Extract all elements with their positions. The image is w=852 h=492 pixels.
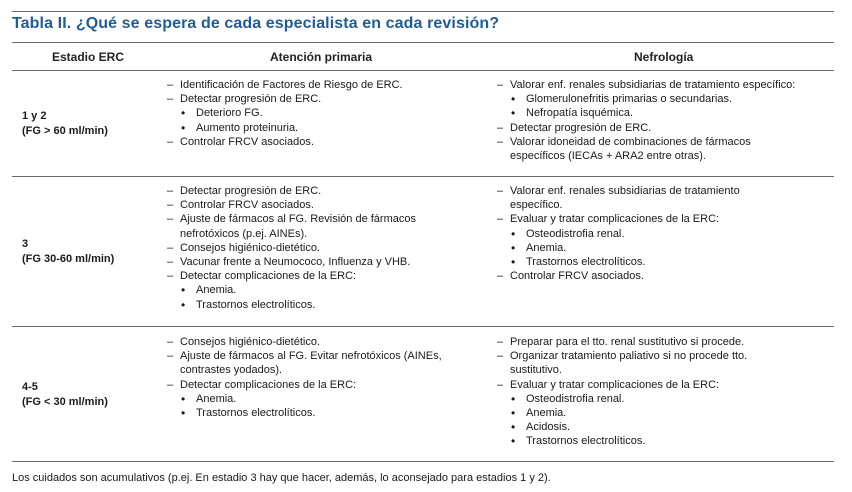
cell-line: – Valorar enf. renales subsidiarias de tratamiento específico: <box>497 78 795 92</box>
stage-label <box>22 109 108 139</box>
cell-line: – Ajuste de fármacos al FG. Revisión de fármacos <box>167 212 416 226</box>
cell-line: específicos (IECAs + ARA2 entre otras). <box>510 150 706 163</box>
cell-line: – Controlar FRCV asociados. <box>167 135 403 149</box>
cell-line: – Vacunar frente a Neumococo, Influenza y VHB. <box>167 255 416 269</box>
primaria-cell <box>167 335 442 420</box>
cell-line: • Anemia. <box>167 283 416 297</box>
stage-name: 3 <box>22 238 29 250</box>
cell-line: – Valorar idoneidad de combinaciones de fármacos <box>497 135 795 149</box>
cell-line: • Aumento proteinuria. <box>167 121 403 135</box>
cell-line: • Anemia. <box>167 392 442 406</box>
bottom-rule <box>12 461 834 462</box>
title-rule <box>12 42 834 43</box>
cell-line: contrastes yodados). <box>180 364 283 377</box>
cell-line: – Consejos higiénico-dietético. <box>167 335 442 349</box>
cell-line: nefrotóxicos (p.ej. AINEs). <box>180 227 308 240</box>
cell-line: – Evaluar y tratar complicaciones de la ERC: <box>497 378 747 392</box>
row-rule <box>12 176 834 177</box>
primaria-cell <box>167 184 416 312</box>
cell-line: – Evaluar y tratar complicaciones de la ERC: <box>497 212 740 226</box>
header-atencion-primaria: Atención primaria <box>270 50 373 64</box>
cell-line: – Detectar progresión de ERC. <box>497 121 795 135</box>
cell-line: • Nefropatía isquémica. <box>497 106 795 120</box>
cell-line: – Detectar complicaciones de la ERC: <box>167 269 416 283</box>
cell-line: – Preparar para el tto. renal sustitutivo si procede. <box>497 335 747 349</box>
cell-line: • Trastornos electrolíticos. <box>167 298 416 312</box>
stage-fg: (FG < 30 ml/min) <box>22 396 108 408</box>
cell-line: – Organizar tratamiento paliativo si no procede tto. <box>497 349 747 363</box>
cell-line: – Detectar progresión de ERC. <box>167 184 416 198</box>
cell-line: • Trastornos electrolíticos. <box>497 434 747 448</box>
nefrologia-cell <box>497 78 795 163</box>
cell-line: • Deterioro FG. <box>167 106 403 120</box>
cell-line: • Anemia. <box>497 241 740 255</box>
stage-label <box>22 380 108 410</box>
primaria-cell <box>167 78 403 149</box>
cell-line: sustitutivo. <box>510 364 562 377</box>
nefrologia-cell <box>497 335 747 449</box>
nefrologia-cell <box>497 184 740 283</box>
cell-line: específico. <box>510 199 563 212</box>
stage-label <box>22 237 114 267</box>
stage-name: 4-5 <box>22 381 38 393</box>
stage-name: 1 y 2 <box>22 110 47 122</box>
cell-line: – Detectar complicaciones de la ERC: <box>167 378 442 392</box>
stage-fg: (FG > 60 ml/min) <box>22 125 108 137</box>
table-footnote: Los cuidados son acumulativos (p.ej. En estadio 3 hay que hacer, además, lo aconsejado para estadios 1 y 2). <box>12 472 551 484</box>
table-title: Tabla II. ¿Qué se espera de cada especialista en cada revisión? <box>12 15 500 32</box>
cell-line: • Trastornos electrolíticos. <box>167 406 442 420</box>
cell-line: • Acidosis. <box>497 420 747 434</box>
cell-line: – Valorar enf. renales subsidiarias de tratamiento <box>497 184 740 198</box>
header-rule <box>12 70 834 71</box>
cell-line: – Controlar FRCV asociados. <box>497 269 740 283</box>
cell-line: • Glomerulonefritis primarias o secundarias. <box>497 92 795 106</box>
header-nefrologia: Nefrología <box>634 50 694 64</box>
stage-fg: (FG 30-60 ml/min) <box>22 253 115 265</box>
cell-line: – Identificación de Factores de Riesgo de ERC. <box>167 78 403 92</box>
row-rule <box>12 326 834 327</box>
cell-line: – Ajuste de fármacos al FG. Evitar nefrotóxicos (AINEs, <box>167 349 442 363</box>
header-estadio: Estadio ERC <box>52 50 125 64</box>
cell-line: – Detectar progresión de ERC. <box>167 92 403 106</box>
cell-line: – Consejos higiénico-dietético. <box>167 241 416 255</box>
cell-line: • Osteodistrofia renal. <box>497 227 740 241</box>
cell-line: • Anemia. <box>497 406 747 420</box>
cell-line: • Osteodistrofia renal. <box>497 392 747 406</box>
cell-line: • Trastornos electrolíticos. <box>497 255 740 269</box>
top-rule <box>12 11 834 12</box>
cell-line: – Controlar FRCV asociados. <box>167 198 416 212</box>
